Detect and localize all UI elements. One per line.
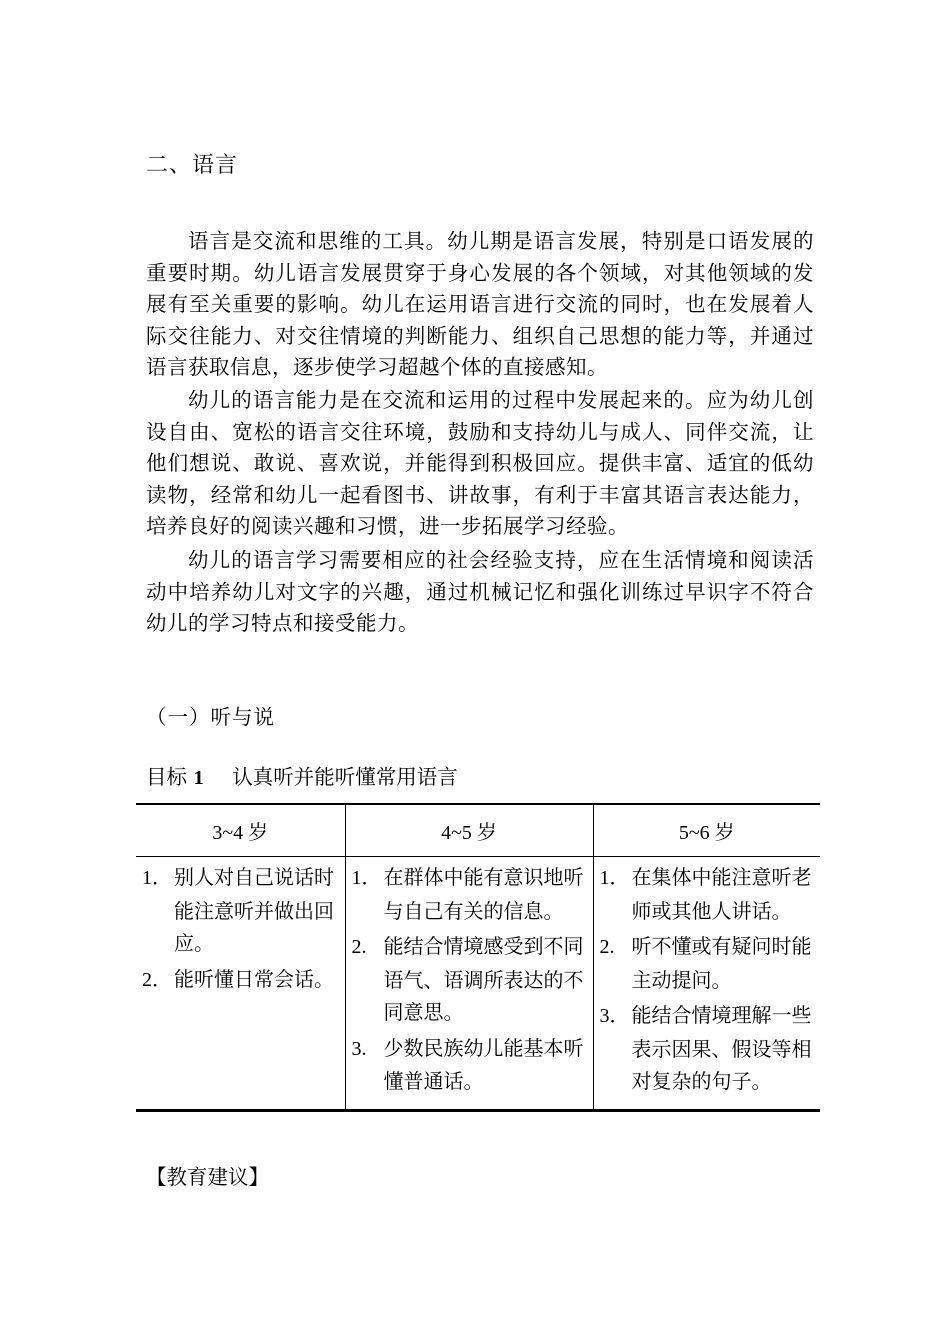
list-item: 3． 能结合情境理解一些表示因果、假设等相对复杂的句子。 (599, 1003, 812, 1093)
table-header-age-5-6: 5~6 岁 (593, 804, 820, 857)
table-header-age-3-4: 3~4 岁 (136, 804, 345, 857)
list-item: 2. 听不懂或有疑问时能主动提问。 (599, 934, 812, 992)
list-item: 1． 在集体中能注意听老师或其他人讲话。 (599, 865, 812, 923)
goal-text: 认真听并能听懂常用语言 (232, 765, 458, 789)
table-cell-age-3-4 (136, 857, 345, 1111)
paragraph-intro: 语言是交流和思维的工具。幼儿期是语言发展，特别是口语发展的重要时期。幼儿语言发展贯穿于身心发展的各个领域，对其他领域的发展有至关重要的影响。幼儿在运用语言进行交流的同时，也在发展着人际交往能力、对交往情境的判断能力、组织自己思想的能力等，并通过语言获取信息，逐步使学习超越个体的直接感知。 (146, 229, 814, 379)
table-header-age-4-5: 4~5 岁 (345, 804, 593, 857)
table-header-row (136, 804, 820, 857)
table-row (136, 857, 820, 1111)
table-cell-age-4-5 (345, 857, 593, 1111)
goal-heading (146, 762, 458, 793)
table-cell-age-5-6 (593, 857, 820, 1111)
goal-table (136, 803, 820, 1112)
list-item: 1． 别人对自己说话时能注意听并做出回应。 (142, 865, 334, 955)
goal-number: 1 (193, 767, 204, 789)
list-item: 2. 能结合情境感受到不同语气、语调所表达的不同意思。 (351, 934, 584, 1024)
goal-label: 目标 (146, 765, 187, 789)
education-advice-heading: 【教育建议】 (146, 1165, 269, 1189)
list-item: 1． 在群体中能有意识地听与自己有关的信息。 (351, 865, 584, 923)
section-title: 二、语言 (146, 153, 239, 178)
subsection-title: （一）听与说 (146, 705, 275, 729)
list-item: 2． 能听懂日常会话。 (142, 966, 334, 991)
paragraph-environment: 幼儿的语言能力是在交流和运用的过程中发展起来的。应为幼儿创设自由、宽松的语言交往环境，鼓励和支持幼儿与成人、同伴交流，让他们想说、敢说、喜欢说，并能得到积极回应。提供丰富、适宜的低幼读物，经常和幼儿一起看图书、讲故事，有利于丰富其语言表达能力，培养良好的阅读兴趣和习惯，进一步拓展学习经验。 (146, 388, 814, 538)
paragraph-literacy: 幼儿的语言学习需要相应的社会经验支持，应在生活情境和阅读活动中培养幼儿对文字的兴趣，通过机械记忆和强化训练过早识字不符合幼儿的学习特点和接受能力。 (146, 548, 814, 635)
list-item: 3. 少数民族幼儿能基本听懂普通话。 (351, 1035, 584, 1093)
